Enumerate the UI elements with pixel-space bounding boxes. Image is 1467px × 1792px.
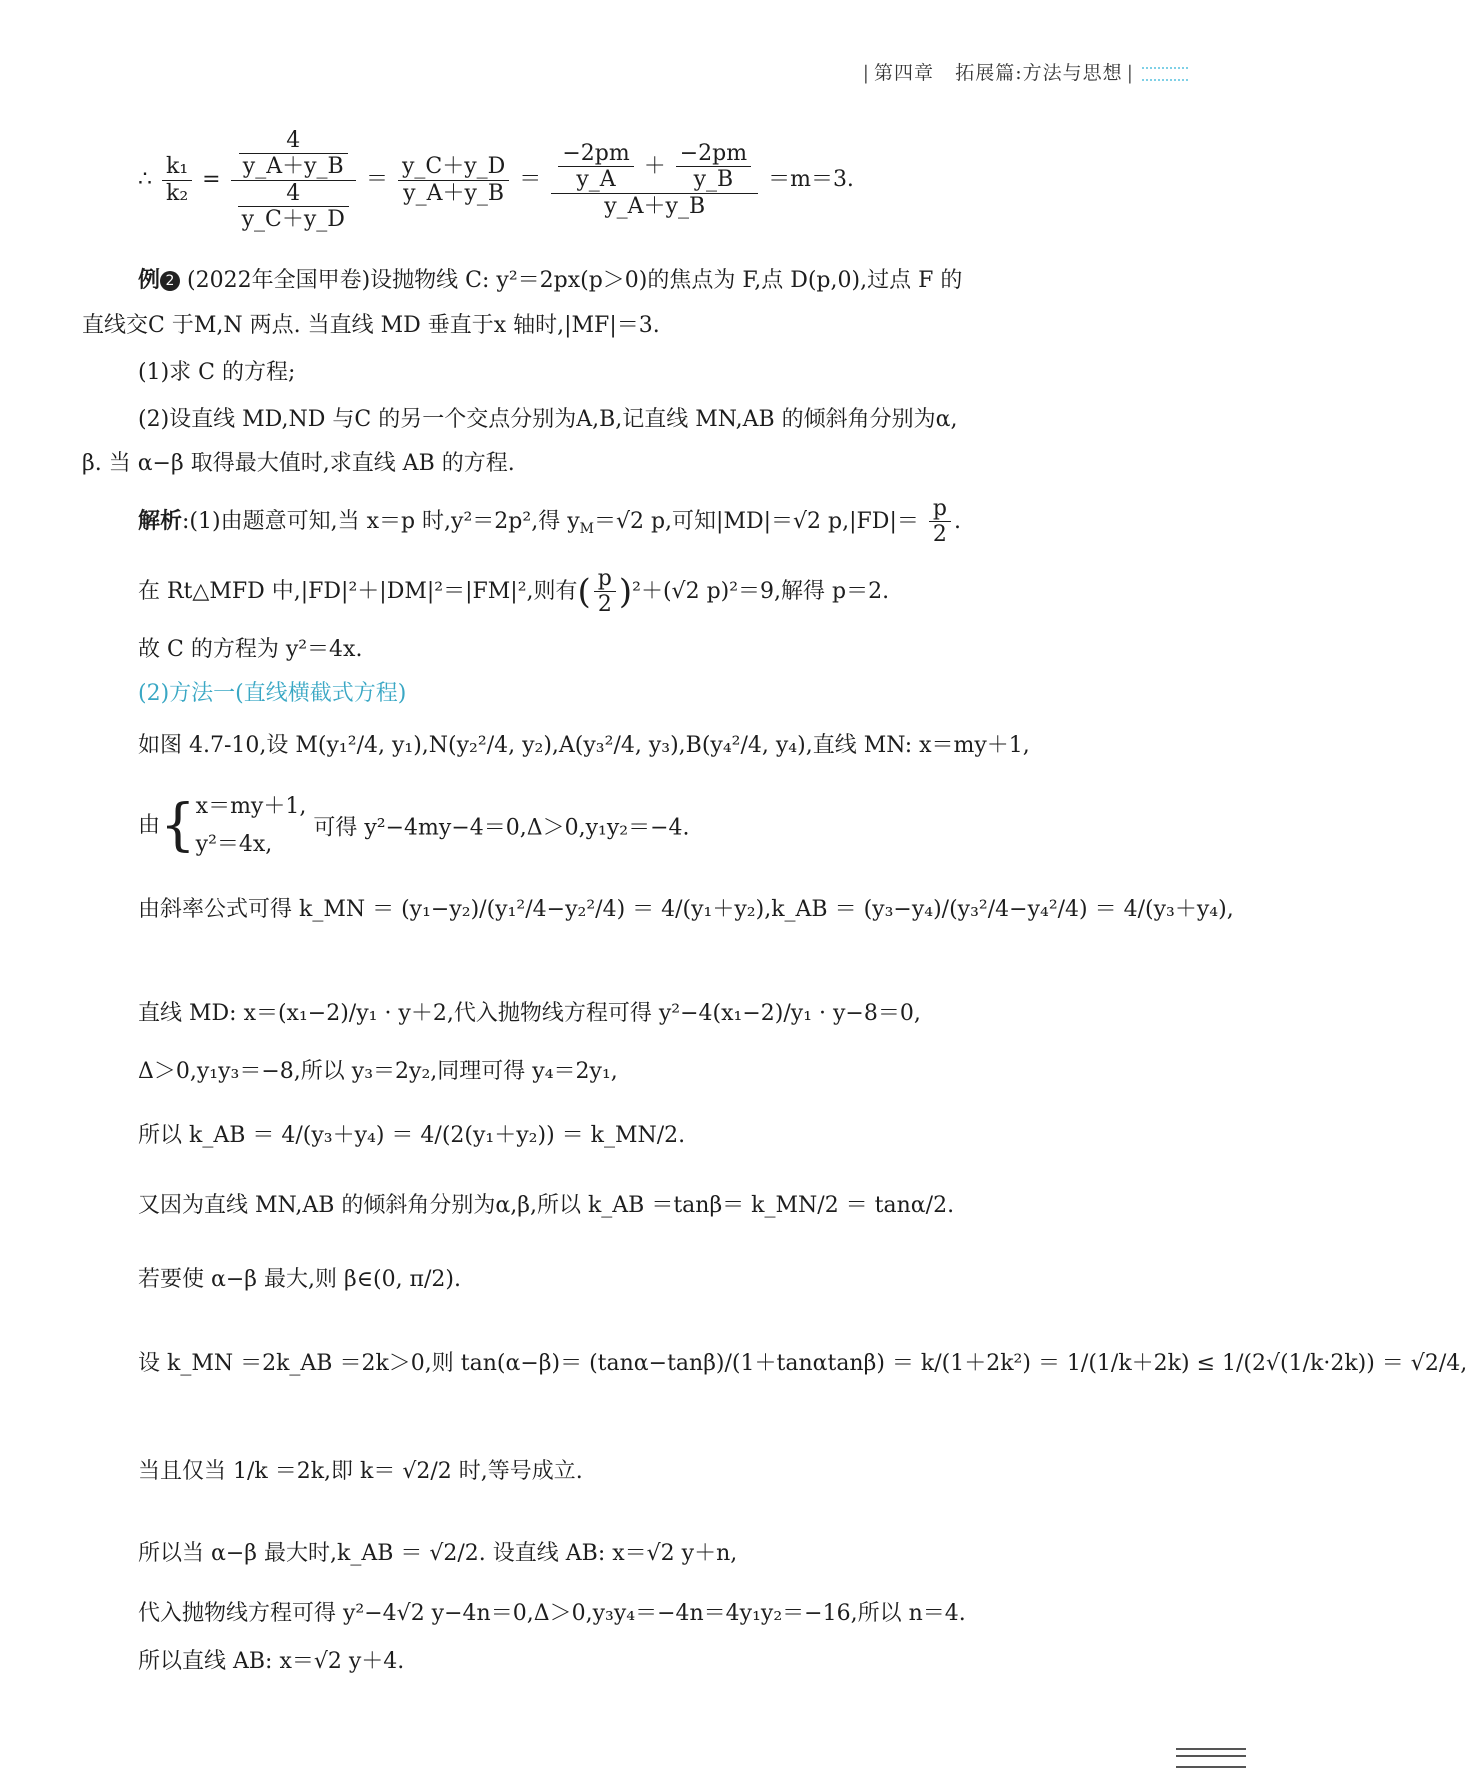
solution-line-15: 代入抛物线方程可得 y²−4√2 y−4n＝0,Δ＞0,y₃y₄＝−4n＝4y₁y₂＝−16,所以 n＝4.: [138, 1601, 966, 1626]
example-stem-2: 直线交C 于M,N 两点. 当直线 MD 垂直于x 轴时,|MF|＝3.: [82, 313, 660, 338]
method-heading: (2)方法一(直线横截式方程): [138, 681, 407, 706]
solution-line-10: 又因为直线 MN,AB 的倾斜角分别为α,β,所以 k_AB ＝tanβ＝ k_MN/2 ＝ tanα/2.: [138, 1193, 955, 1218]
solution-line-14: 所以当 α−β 最大时,k_AB ＝ √2/2. 设直线 AB: x＝√2 y＋n,: [138, 1541, 738, 1566]
solution-line-9: 所以 k_AB ＝ 4/(y₃＋y₄) ＝ 4/(2(y₁＋y₂)) ＝ k_MN/2.: [138, 1123, 686, 1148]
question-1: (1)求 C 的方程;: [138, 360, 296, 385]
example-number: 2: [160, 271, 180, 291]
question-2: (2)设直线 MD,ND 与C 的另一个交点分别为A,B,记直线 MN,AB 的倾斜角分别为α,: [138, 407, 958, 432]
solution-line-16: 所以直线 AB: x＝√2 y＋4.: [138, 1649, 405, 1674]
solution-line-12: 设 k_MN ＝2k_AB ＝2k＞0,则 tan(α−β)＝ (tanα−tanβ)/(1＋tanαtanβ) ＝ k/(1＋2k²) ＝ 1/(1/k＋2k) ≤ 1/(2√(1/k·2k)) ＝ √2/4,: [138, 1351, 1467, 1376]
solution-line-13: 当且仅当 1/k ＝2k,即 k＝ √2/2 时,等号成立.: [138, 1459, 583, 1484]
solution-line-4: 如图 4.7-10,设 M(y₁²/4, y₁),N(y₂²/4, y₂),A(y₃²/4, y₃),B(y₄²/4, y₄),直线 MN: x＝my＋1,: [138, 733, 1030, 758]
footer-decoration: [1176, 1748, 1246, 1768]
example-stem: 例 2 (2022年全国甲卷)设抛物线 C: y²＝2px(p＞0)的焦点为 F,点 D(p,0),过点 F 的: [138, 268, 963, 293]
question-2-cont: β. 当 α−β 取得最大值时,求直线 AB 的方程.: [82, 451, 515, 476]
solution-line-3: 故 C 的方程为 y²＝4x.: [138, 637, 363, 662]
solution-system: 由{ x＝my＋1, y²＝4x, 可得 y²−4my−4＝0,Δ＞0,y₁y₂＝−4.: [138, 793, 690, 858]
solution-line-7: 直线 MD: x＝(x₁−2)/y₁ · y＋2,代入抛物线方程可得 y²−4(x₁−2)/y₁ · y−8＝0,: [138, 1001, 921, 1026]
solution-line-8: Δ＞0,y₁y₃＝−8,所以 y₃＝2y₂,同理可得 y₄＝2y₁,: [138, 1059, 618, 1084]
solution-label: 解析: [138, 508, 183, 534]
running-header: | 第四章 拓展篇:方法与思想 |: [859, 58, 1188, 85]
top-formula: ∴ $\frac{\text{k₁}}{\text{k₂}}$ = $\frac{\frac{4}{y\_A+y\_B}}{\frac{4}{y\_C+y\_D}}$ ＝ $\frac{y\_C+y\_D}{y\_A+y\_B}$ ＝ $\frac{-2pm}{y\_A}$ ＋ $\frac{-2pm}{y\_B}$ y_A＋y_B ＝m＝3.: [138, 128, 854, 232]
example-source: (2022年全国甲卷): [187, 268, 371, 293]
solution-line-2: 在 Rt△MFD 中,|FD|²＋|DM|²＝|FM|²,则有( $\frac{p}{2}$ )²＋(√2 p)²＝9,解得 p＝2.: [138, 566, 890, 618]
solution-line-11: 若要使 α−β 最大,则 β∈(0, π/2).: [138, 1267, 461, 1292]
header-decoration: [1142, 67, 1188, 81]
section-label: 拓展篇:方法与思想: [955, 62, 1123, 84]
chapter-label: 第四章: [874, 62, 935, 84]
solution-line-6: 由斜率公式可得 k_MN ＝ (y₁−y₂)/(y₁²/4−y₂²/4) ＝ 4/(y₁＋y₂),k_AB ＝ (y₃−y₄)/(y₃²/4−y₄²/4) ＝ 4/(y₃＋y₄),: [138, 897, 1234, 922]
solution-line-1: 解析:(1)由题意可知,当 x＝p 时,y²＝2p²,得 $y_M=√2$ p,可知|MD|＝√2 p,|FD|＝ $\frac{p}{2}$ .: [138, 496, 961, 548]
